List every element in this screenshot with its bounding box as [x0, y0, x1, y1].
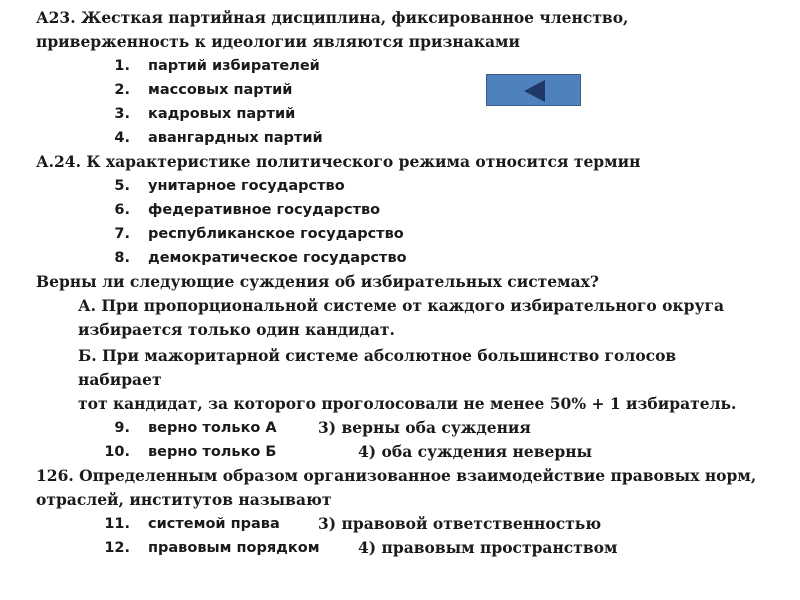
option-number: 4. [114, 130, 130, 146]
option-text: республиканское государство [148, 226, 404, 242]
option-alt-text: 4) оба суждения неверны [358, 442, 593, 461]
question-126-line-2: отраслей, институтов называют [36, 490, 332, 509]
back-button[interactable] [486, 74, 581, 106]
statement-a-line-1: А. При пропорциональной системе от каждого избирательного округа [78, 296, 724, 315]
option-number: 8. [114, 250, 130, 266]
statement-b-line-3: тот кандидат, за которого проголосовали не менее 50% + 1 избиратель. [78, 394, 737, 413]
statement-b-line-2: набирает [78, 370, 162, 389]
option-text: верно только А [148, 420, 277, 436]
option-alt-text: 3) верны оба суждения [318, 418, 531, 437]
option-number: 2. [114, 82, 130, 98]
option-text: системой права [148, 516, 280, 532]
option-text: демократическое государство [148, 250, 407, 266]
option-number: 10. [104, 444, 130, 460]
option-text: унитарное государство [148, 178, 345, 194]
option-number: 7. [114, 226, 130, 242]
question-126-line-1: 126. Определенным образом организованное взаимодействие правовых норм, [36, 466, 757, 485]
option-number: 6. [114, 202, 130, 218]
option-text: массовых партий [148, 82, 293, 98]
option-number: 3. [114, 106, 130, 122]
option-text: верно только Б [148, 444, 277, 460]
option-number: 12. [104, 540, 130, 556]
option-alt-text: 3) правовой ответственностью [318, 514, 602, 533]
option-number: 1. [114, 58, 130, 74]
option-text: правовым порядком [148, 540, 320, 556]
option-text: федеративное государство [148, 202, 381, 218]
statement-a-line-2: избирается только один кандидат. [78, 320, 395, 339]
option-text: кадровых партий [148, 106, 296, 122]
question-a23-line-2: приверженность к идеологии являются признаками [36, 32, 520, 51]
question-3-line-1: Верны ли следующие суждения об избирательных системах? [36, 272, 599, 291]
question-a24-line-1: А.24. К характеристике политического режима относится термин [36, 152, 641, 171]
option-text: авангардных партий [148, 130, 323, 146]
option-text: партий избирателей [148, 58, 320, 74]
option-alt-text: 4) правовым пространством [358, 538, 618, 557]
back-arrow-icon [487, 75, 582, 107]
question-a23-line-1: А23. Жесткая партийная дисциплина, фиксированное членство, [36, 8, 629, 27]
statement-b-line-1: Б. При мажоритарной системе абсолютное большинство голосов [78, 346, 677, 365]
option-number: 11. [104, 516, 130, 532]
option-number: 5. [114, 178, 130, 194]
option-number: 9. [114, 420, 130, 436]
